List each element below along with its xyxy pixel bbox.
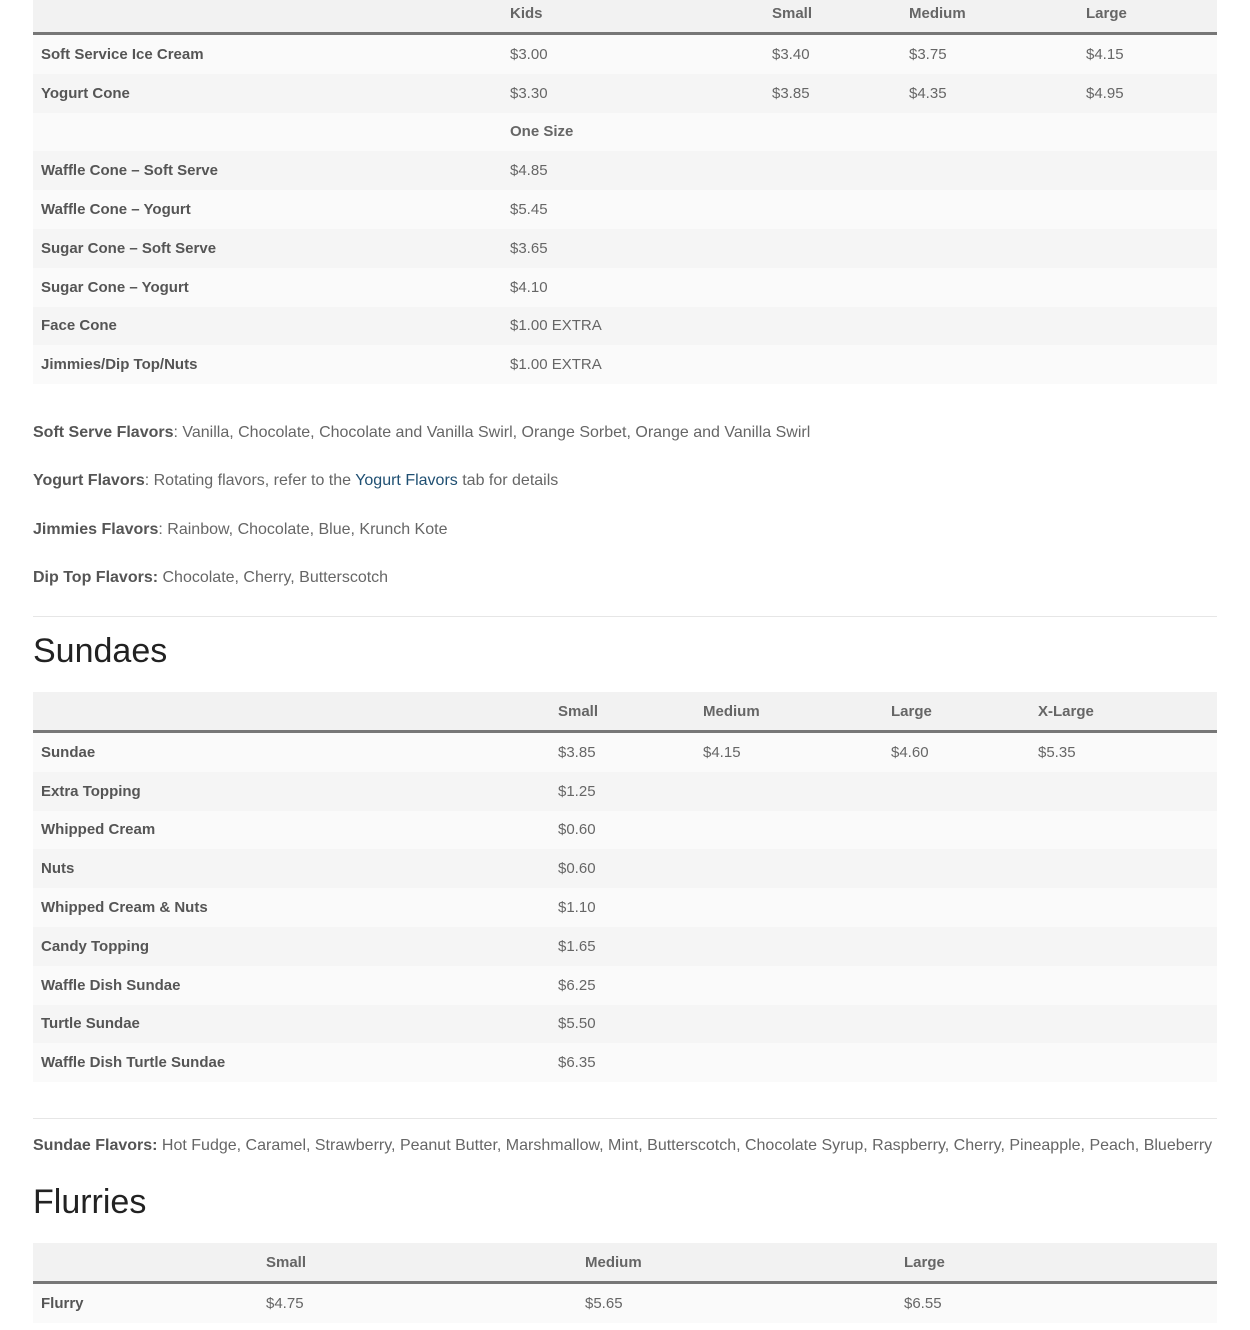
item-name: Sundae	[33, 732, 550, 772]
price-cell: $1.25	[550, 772, 695, 811]
empty-cell	[695, 849, 883, 888]
item-name: Waffle Dish Sundae	[33, 966, 550, 1005]
empty-cell	[901, 190, 1078, 229]
empty-cell	[901, 307, 1078, 346]
jimmies-flavors	[33, 521, 447, 539]
yogurt-flavors-text-end: tab for details	[457, 472, 559, 489]
price-cell: $6.35	[550, 1043, 695, 1082]
table-row	[33, 888, 1217, 927]
empty-cell	[764, 268, 901, 307]
jimmies-flavors-label: Jimmies Flavors	[33, 521, 159, 538]
empty-cell	[764, 190, 901, 229]
yogurt-flavors-link[interactable]: Yogurt Flavors	[355, 472, 458, 489]
empty-cell	[695, 927, 883, 966]
price-cell: $4.60	[883, 732, 1030, 772]
table-row	[33, 74, 1217, 113]
table-row	[33, 849, 1217, 888]
empty-cell	[695, 966, 883, 1005]
price-cell: $0.60	[550, 811, 695, 850]
yogurt-flavors	[33, 472, 558, 490]
price-cell: $4.75	[258, 1283, 577, 1323]
column-header: Large	[896, 1243, 1217, 1283]
table-header-row	[33, 1243, 1217, 1283]
price-cell: $4.15	[1078, 34, 1217, 74]
column-header: Large	[883, 692, 1030, 732]
price-cell: $3.30	[502, 74, 764, 113]
item-name: Soft Service Ice Cream	[33, 34, 502, 74]
dip-top-flavors-label: Dip Top Flavors:	[33, 569, 159, 586]
empty-cell	[764, 113, 901, 152]
column-header: Medium	[695, 692, 883, 732]
sundae-flavors-label: Sundae Flavors:	[33, 1137, 158, 1154]
empty-cell	[695, 1005, 883, 1044]
column-header	[33, 1243, 258, 1283]
table-row	[33, 34, 1217, 74]
empty-cell	[883, 1043, 1030, 1082]
empty-cell	[1030, 966, 1217, 1005]
empty-cell	[695, 772, 883, 811]
section-divider	[33, 616, 1217, 617]
price-cell: $4.35	[901, 74, 1078, 113]
yogurt-flavors-label: Yogurt Flavors	[33, 472, 145, 489]
table-row	[33, 307, 1217, 346]
empty-cell	[1030, 849, 1217, 888]
empty-cell	[1078, 190, 1217, 229]
empty-cell	[1078, 307, 1217, 346]
empty-cell	[901, 268, 1078, 307]
item-name: Sugar Cone – Yogurt	[33, 268, 502, 307]
price-cell: $4.85	[502, 151, 764, 190]
price-cell: $5.45	[502, 190, 764, 229]
price-cell: $3.75	[901, 34, 1078, 74]
item-name: Face Cone	[33, 307, 502, 346]
empty-cell	[901, 151, 1078, 190]
dip-top-flavors	[33, 569, 388, 587]
soft-serve-flavors-label: Soft Serve Flavors	[33, 424, 174, 441]
item-name: Turtle Sundae	[33, 1005, 550, 1044]
empty-cell	[1030, 772, 1217, 811]
column-header: Medium	[577, 1243, 896, 1283]
flurries-price-table	[33, 1243, 1217, 1323]
empty-cell	[695, 1043, 883, 1082]
empty-cell	[883, 1005, 1030, 1044]
table-row	[33, 190, 1217, 229]
empty-cell	[901, 345, 1078, 384]
empty-cell	[883, 772, 1030, 811]
soft-serve-flavors	[33, 424, 810, 442]
price-cell: $4.10	[502, 268, 764, 307]
empty-cell	[1030, 1043, 1217, 1082]
item-name: Extra Topping	[33, 772, 550, 811]
price-cell: $1.65	[550, 927, 695, 966]
price-cell: $1.00 EXTRA	[502, 307, 764, 346]
table-row	[33, 1283, 1217, 1323]
sundae-flavors-list: Hot Fudge, Caramel, Strawberry, Peanut Butter, Marshmallow, Mint, Butterscotch, Chocolate Syrup, Raspberry, Cherry, Pineapple, Peach, Blueberry	[157, 1137, 1213, 1154]
empty-cell	[764, 307, 901, 346]
item-name: Jimmies/Dip Top/Nuts	[33, 345, 502, 384]
soft-serve-flavors-list: : Vanilla, Chocolate, Chocolate and Vanilla Swirl, Orange Sorbet, Orange and Vanilla Swirl	[173, 424, 811, 441]
table-row	[33, 345, 1217, 384]
table-header-row	[33, 0, 1217, 34]
item-name: Waffle Cone – Yogurt	[33, 190, 502, 229]
price-cell: $3.00	[502, 34, 764, 74]
empty-cell	[1078, 151, 1217, 190]
column-header: Small	[258, 1243, 577, 1283]
price-cell: $6.55	[896, 1283, 1217, 1323]
item-name: Whipped Cream	[33, 811, 550, 850]
price-cell: $3.85	[550, 732, 695, 772]
item-name: Waffle Dish Turtle Sundae	[33, 1043, 550, 1082]
sundaes-heading: Sundaes	[33, 632, 168, 670]
empty-cell	[883, 849, 1030, 888]
empty-cell	[695, 811, 883, 850]
column-header: Kids	[502, 0, 764, 34]
column-header: Small	[764, 0, 901, 34]
section-divider	[33, 1118, 1217, 1119]
column-header: X-Large	[1030, 692, 1217, 732]
empty-cell	[764, 151, 901, 190]
price-cell: $1.00 EXTRA	[502, 345, 764, 384]
empty-cell	[883, 966, 1030, 1005]
table-row	[33, 1005, 1217, 1044]
price-cell: $1.10	[550, 888, 695, 927]
empty-cell	[764, 229, 901, 268]
price-cell: $3.40	[764, 34, 901, 74]
item-name: Flurry	[33, 1283, 258, 1323]
empty-cell	[764, 345, 901, 384]
dip-top-flavors-list: Chocolate, Cherry, Butterscotch	[158, 569, 389, 586]
price-cell: $4.15	[695, 732, 883, 772]
table-header-row	[33, 692, 1217, 732]
empty-cell	[1078, 113, 1217, 152]
price-cell: $5.50	[550, 1005, 695, 1044]
price-cell: $5.65	[577, 1283, 896, 1323]
empty-cell	[883, 927, 1030, 966]
table-row	[33, 268, 1217, 307]
price-cell: $0.60	[550, 849, 695, 888]
empty-cell	[1078, 268, 1217, 307]
empty-cell	[901, 113, 1078, 152]
price-cell: $3.85	[764, 74, 901, 113]
empty-cell	[883, 811, 1030, 850]
item-name: Nuts	[33, 849, 550, 888]
table-subheader-row	[33, 113, 1217, 152]
empty-cell	[901, 229, 1078, 268]
table-row	[33, 1043, 1217, 1082]
empty-cell	[1030, 927, 1217, 966]
price-cell: $3.65	[502, 229, 764, 268]
empty-cell	[1030, 811, 1217, 850]
table-row	[33, 811, 1217, 850]
column-header: Medium	[901, 0, 1078, 34]
price-cell: $5.35	[1030, 732, 1217, 772]
one-size-label: One Size	[502, 113, 764, 152]
sundae-flavors	[33, 1137, 1212, 1155]
empty-cell	[1030, 888, 1217, 927]
empty-cell	[883, 888, 1030, 927]
column-header	[33, 692, 550, 732]
table-row	[33, 151, 1217, 190]
table-row	[33, 772, 1217, 811]
flurries-heading: Flurries	[33, 1183, 147, 1221]
table-row	[33, 229, 1217, 268]
table-row	[33, 966, 1217, 1005]
table-row	[33, 927, 1217, 966]
empty-cell	[1078, 345, 1217, 384]
column-header: Large	[1078, 0, 1217, 34]
cones-price-table	[33, 0, 1217, 384]
yogurt-flavors-text: : Rotating flavors, refer to the	[144, 472, 356, 489]
item-name: Whipped Cream & Nuts	[33, 888, 550, 927]
item-name: Sugar Cone – Soft Serve	[33, 229, 502, 268]
jimmies-flavors-list: : Rainbow, Chocolate, Blue, Krunch Kote	[158, 521, 448, 538]
sundaes-price-table	[33, 692, 1217, 1082]
empty-cell	[1078, 229, 1217, 268]
item-name: Yogurt Cone	[33, 74, 502, 113]
empty-cell	[1030, 1005, 1217, 1044]
empty-cell	[33, 113, 502, 152]
column-header	[33, 0, 502, 34]
item-name: Waffle Cone – Soft Serve	[33, 151, 502, 190]
empty-cell	[695, 888, 883, 927]
table-row	[33, 732, 1217, 772]
price-cell: $6.25	[550, 966, 695, 1005]
price-cell: $4.95	[1078, 74, 1217, 113]
column-header: Small	[550, 692, 695, 732]
item-name: Candy Topping	[33, 927, 550, 966]
